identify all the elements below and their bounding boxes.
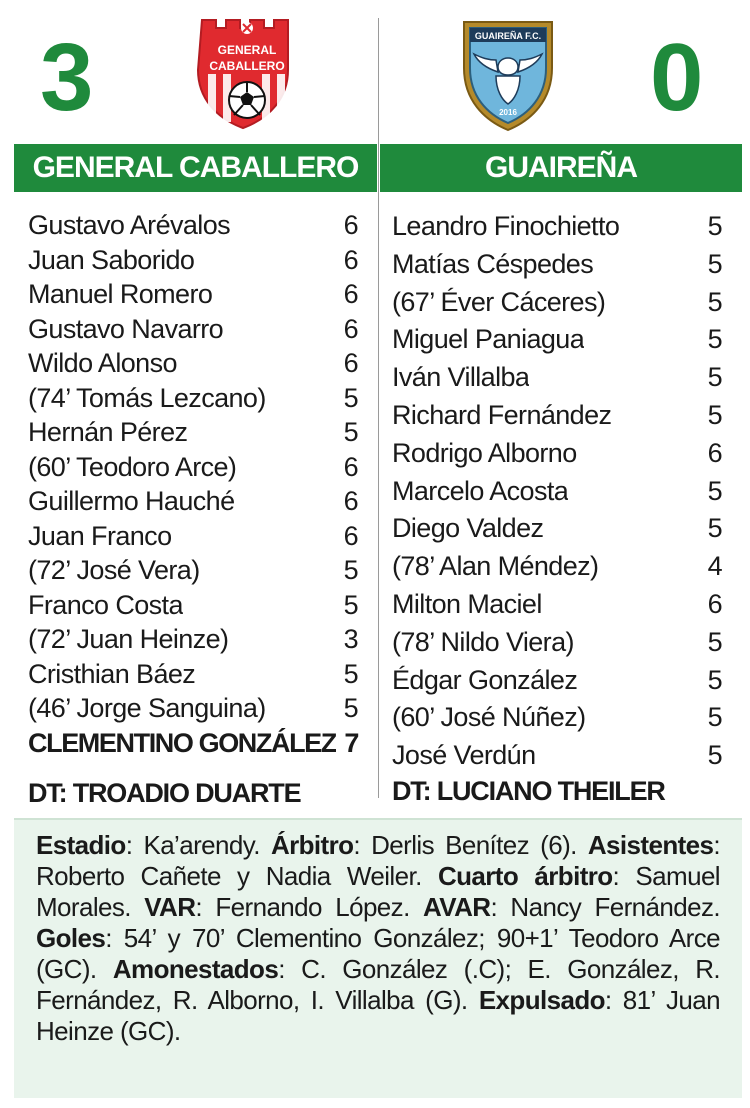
player-name: Marcelo Acosta	[392, 475, 569, 506]
player-row	[28, 243, 358, 278]
player-name: Matías Céspedes	[392, 248, 594, 279]
player-name: (78’ Alan Méndez)	[392, 551, 599, 582]
guairena-crest	[456, 14, 560, 141]
player-row	[392, 246, 722, 284]
general-caballero-crest-icon	[196, 14, 298, 134]
assistants-value: : Roberto Cañete y Nadia Weiler.	[36, 830, 720, 891]
player-row	[392, 737, 722, 775]
fourth-official-label: Cuarto árbitro	[437, 861, 613, 891]
player-grade: 7	[344, 727, 358, 758]
player-grade: 6	[343, 313, 358, 344]
player-grade: 5	[707, 702, 722, 733]
player-row-highlight	[28, 726, 358, 761]
home-coach: DT: TROADIO DUARTE	[28, 778, 301, 808]
away-team-name: GUAIREÑA	[380, 144, 742, 192]
player-grade: 5	[707, 740, 722, 771]
player-row	[28, 381, 358, 416]
player-name: Juan Saborido	[28, 244, 195, 275]
referee-label: Árbitro	[270, 830, 354, 860]
player-name: Hernán Pérez	[28, 417, 188, 447]
player-row	[28, 657, 358, 692]
player-grade: 5	[343, 693, 358, 723]
home-team-name: GENERAL CABALLERO	[14, 144, 377, 192]
player-name: Diego Valdez	[392, 513, 544, 544]
player-row	[392, 624, 722, 662]
player-grade: 6	[343, 451, 358, 482]
player-row	[392, 321, 722, 359]
player-row	[28, 588, 358, 623]
match-info	[14, 818, 742, 1098]
player-grade: 6	[343, 486, 358, 516]
player-row	[392, 548, 722, 586]
player-grade: 5	[343, 382, 358, 413]
player-row	[28, 312, 358, 347]
player-grade: 5	[707, 248, 722, 279]
column-divider	[378, 18, 379, 798]
player-name: Franco Costa	[28, 589, 183, 620]
player-row	[28, 450, 358, 485]
fourth-official-value: : Samuel Morales.	[36, 861, 720, 922]
player-name: Édgar González	[392, 664, 578, 695]
player-row	[28, 622, 358, 657]
player-row	[392, 359, 722, 397]
player-name: Miguel Paniagua	[392, 324, 585, 355]
player-row	[392, 435, 722, 473]
player-grade: 5	[707, 286, 722, 317]
player-name: (72’ Juan Heinze)	[28, 624, 229, 654]
player-name: Milton Maciel	[392, 588, 542, 619]
player-grade: 5	[707, 324, 722, 355]
guairena-crest-icon	[456, 14, 560, 136]
sent-off-label: Expulsado	[478, 985, 605, 1015]
player-grade: 5	[343, 589, 358, 620]
player-grade: 6	[343, 348, 358, 378]
player-grade: 3	[343, 624, 358, 654]
cautioned-value: : C. González (.C); E. González, R. Fernández, R. Alborno, I. Villalba (G).	[36, 954, 720, 1015]
player-name: Wildo Alonso	[28, 348, 177, 378]
sent-off-value: : 81’ Juan Heinze (GC).	[36, 985, 720, 1046]
player-grade: 6	[707, 437, 722, 468]
player-name: Guillermo Hauché	[28, 486, 235, 516]
player-grade: 5	[707, 513, 722, 544]
player-grade: 5	[707, 475, 722, 506]
player-grade: 6	[343, 279, 358, 309]
player-row	[392, 586, 722, 624]
player-name: Iván Villalba	[392, 362, 530, 393]
player-grade: 6	[343, 210, 358, 240]
home-score: 3	[40, 24, 94, 131]
away-roster	[392, 208, 722, 775]
player-row	[28, 346, 358, 381]
player-name: Rodrigo Alborno	[392, 437, 577, 468]
player-row	[28, 519, 358, 554]
player-row	[28, 208, 358, 243]
player-grade: 6	[343, 520, 358, 551]
general-caballero-crest	[196, 14, 298, 139]
avar-label: AVAR	[423, 892, 491, 922]
player-name: Leandro Finochietto	[392, 211, 620, 241]
player-name: Richard Fernández	[392, 399, 612, 430]
guairena-crest-year: 2016	[499, 108, 517, 117]
player-row	[392, 473, 722, 511]
player-grade: 6	[343, 244, 358, 275]
cautioned-label: Amonestados	[112, 954, 279, 984]
player-grade: 5	[707, 626, 722, 657]
crest-text-line1: GENERAL	[217, 43, 277, 57]
player-row	[392, 208, 722, 246]
player-grade: 4	[707, 551, 722, 582]
referee-value: : Derlis Benítez (6).	[353, 830, 588, 860]
player-row	[392, 510, 722, 548]
player-name: (60’ José Núñez)	[392, 702, 586, 733]
player-row	[392, 662, 722, 700]
player-name: José Verdún	[392, 740, 536, 771]
player-name: (72’ José Vera)	[28, 555, 200, 585]
player-name: Juan Franco	[28, 520, 172, 551]
home-roster	[28, 208, 358, 760]
var-label: VAR	[144, 892, 196, 922]
player-name: (46’ Jorge Sanguina)	[28, 693, 266, 723]
player-grade: 5	[707, 399, 722, 430]
player-grade: 5	[343, 658, 358, 689]
player-name: (78’ Nildo Viera)	[392, 626, 574, 657]
player-row	[28, 277, 358, 312]
player-row	[28, 484, 358, 519]
player-name: CLEMENTINO GONZÁLEZ	[28, 727, 336, 758]
player-name: Gustavo Navarro	[28, 313, 224, 344]
var-value: : Fernando López.	[195, 892, 424, 922]
assistants-label: Asistentes	[587, 830, 714, 860]
avar-value: : Nancy Fernández.	[490, 892, 720, 922]
player-row	[392, 284, 722, 322]
player-name: (67’ Éver Cáceres)	[392, 286, 606, 317]
player-row	[392, 699, 722, 737]
player-grade: 5	[707, 664, 722, 695]
player-grade: 5	[707, 211, 722, 241]
player-row	[28, 691, 358, 726]
player-row	[28, 553, 358, 588]
goals-label: Goles	[36, 923, 106, 953]
player-grade: 5	[343, 417, 358, 447]
player-name: (74’ Tomás Lezcano)	[28, 382, 266, 413]
player-grade: 5	[707, 362, 722, 393]
crest-text-line2: CABALLERO	[209, 59, 285, 73]
player-grade: 5	[343, 555, 358, 585]
away-coach: DT: LUCIANO THEILER	[392, 776, 665, 806]
stadium-label: Estadio	[36, 830, 126, 860]
stadium-value: : Ka’arendy.	[125, 830, 271, 860]
goals-value: : 54’ y 70’ Clementino González; 90+1’ Teodoro Arce (GC).	[36, 923, 720, 984]
player-name: Cristhian Báez	[28, 658, 196, 689]
player-name: (60’ Teodoro Arce)	[28, 451, 237, 482]
player-name: Manuel Romero	[28, 279, 213, 309]
guairena-crest-text: GUAIREÑA F.C.	[474, 31, 542, 41]
player-row	[392, 397, 722, 435]
player-grade: 6	[707, 588, 722, 619]
player-name: Gustavo Arévalos	[28, 210, 231, 240]
away-score: 0	[650, 24, 704, 131]
player-row	[28, 415, 358, 450]
